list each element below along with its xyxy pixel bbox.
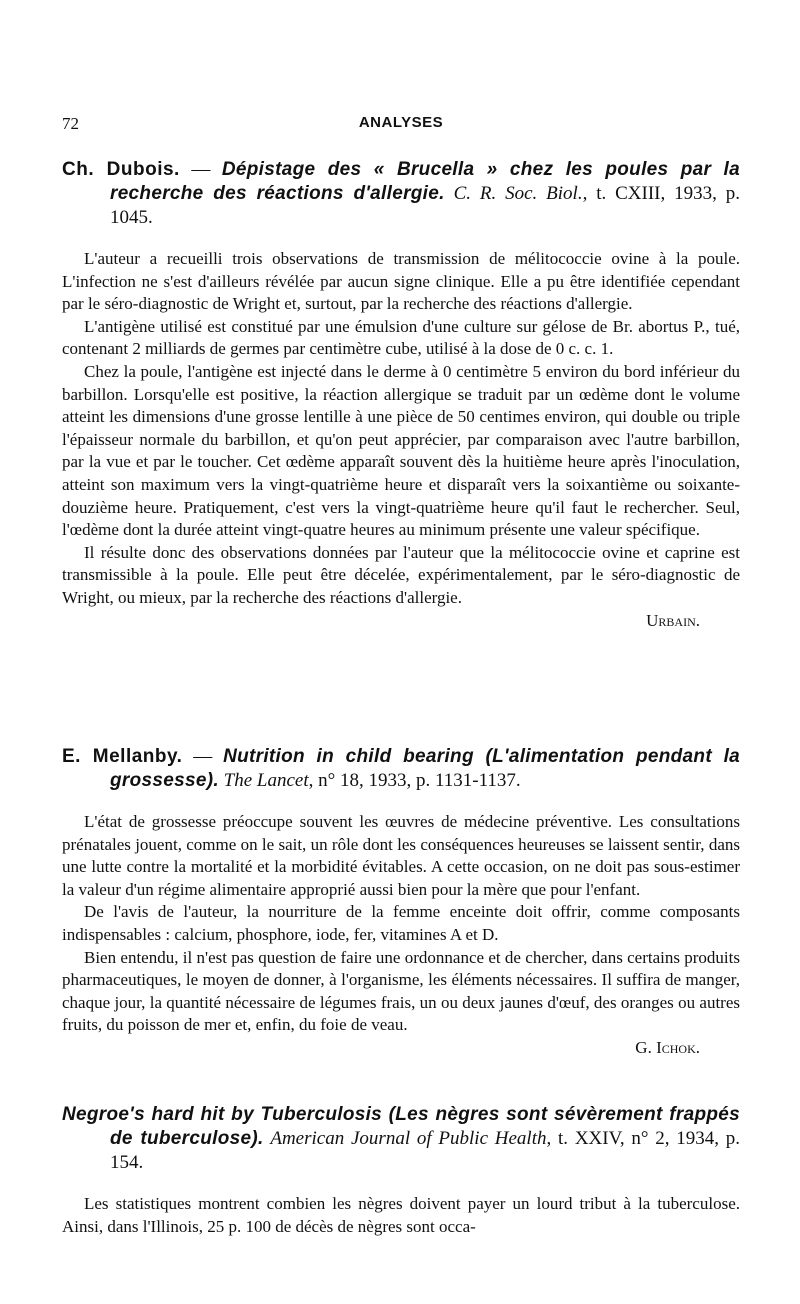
article-signature: G. Ichok. bbox=[635, 1037, 700, 1057]
article-citation: C. R. Soc. Biol. bbox=[453, 183, 583, 204]
article-heading: Ch. Dubois. — Dépistage des « Brucella » chez les poules par la recherche des réactions d'allergie. C. R. Soc. Biol., t. CXIII, 1933, p. 1045. bbox=[62, 159, 741, 228]
article-heading: E. Mellanby. — Nutrition in child bearing (L'alimentation pendant la grossesse). The Lancet, n° 18, 1933, p. 1131-1137. bbox=[62, 746, 741, 791]
article-signature: Urbain. bbox=[646, 610, 700, 630]
article-mellanby bbox=[62, 745, 740, 1060]
page-number: 72 bbox=[62, 114, 79, 133]
paragraph: Chez la poule, l'antigène est injecté dans le derme à 0 centimètre 5 environ du bord inférieur du barbillon. Lorsqu'elle est positive, la réaction allergique se traduit par un œdème dont le volume atteint les dimensions d'une grosse lentille à une pièce de 50 centimes environ, qui double ou triple l'épaisseur normale du barbillon, et qu'on peut apprécier, par comparaison avec l'autre barbillon, par la vue et par le toucher. Cet œdème apparaît souvent dès la huitième heure après l'inoculation, atteint son maximum vers la vingt-quatrième heure et disparaît vers la soixantième ou soixante-douzième heure. Pratiquement, c'est vers la vingt-quatrième heure qu'il faut le rechercher. Seul, l'œdème dont la durée atteint vingt-quatre heures au minimum présente une valeur spécifique. bbox=[62, 361, 740, 540]
article-author: E. Mellanby. bbox=[62, 746, 183, 767]
article-dubois bbox=[62, 158, 740, 632]
running-title: ANALYSES bbox=[358, 114, 444, 131]
paragraph: Il résulte donc des observations données par l'auteur que la mélitococcie ovine et caprine est transmissible à la poule. Elle peut être décelée, expérimentalement, par le séro-diagnostic de Wright, ou mieux, par la recherche des réactions d'allergie. bbox=[62, 542, 740, 607]
paragraph: Bien entendu, il n'est pas question de faire une ordonnance et de chercher, dans certains produits pharmaceutiques, le moyen de donner, à l'organisme, les éléments nécessaires. Il suffira de manger, chaque jour, la quantité nécessaire de légumes frais, un ou deux jaunes d'œuf, des oranges ou autres fruits, du poisson de mer et, enfin, du foie de veau. bbox=[62, 947, 740, 1035]
article-reference: , n° 18, 1933, p. 1131-1137. bbox=[308, 770, 521, 791]
article-body bbox=[62, 1193, 740, 1238]
article-author: Ch. Dubois. bbox=[62, 159, 180, 180]
article-body bbox=[62, 811, 740, 1060]
running-header bbox=[62, 114, 740, 138]
paragraph: Les statistiques montrent combien les nègres doivent payer un lourd tribut à la tuberculose. Ainsi, dans l'Illinois, 25 p. 100 de décès de nègres sont occa- bbox=[62, 1194, 740, 1236]
article-title: Negroe's hard hit by Tuberculosis (Les nègres sont sévèrement frappés de tuberculose). bbox=[62, 1104, 740, 1149]
article-reference: , t. CXIII, 1933, p. 1045. bbox=[110, 183, 740, 228]
article-reference: , t. XXIV, n° 2, 1934, p. 154. bbox=[110, 1128, 741, 1173]
article-citation: The Lancet bbox=[223, 770, 309, 791]
article-title: Dépistage des « Brucella » chez les poules par la recherche des réactions d'allergie. bbox=[110, 159, 741, 204]
article-title: Nutrition in child bearing (L'alimentation pendant la grossesse). bbox=[110, 746, 741, 791]
article-citation: American Journal of Public Health bbox=[270, 1128, 547, 1149]
paragraph: De l'avis de l'auteur, la nourriture de la femme enceinte doit offrir, comme composants indispensables : calcium, phosphore, iode, fer, vitamines A et D. bbox=[62, 902, 740, 944]
article-negroes-tuberculosis bbox=[62, 1103, 740, 1238]
article-heading bbox=[62, 1103, 740, 1175]
paragraph: L'antigène utilisé est constitué par une émulsion d'une culture sur gélose de Br. abortus P., tué, contenant 2 milliards de germes par centimètre cube, utilisé à la dose de 0 c. c. 1. bbox=[62, 316, 740, 359]
article-body bbox=[62, 248, 740, 632]
paragraph: L'état de grossesse préoccupe souvent les œuvres de médecine préventive. Les consultations prénatales jouent, comme on le sait, un rôle dont les conséquences heureuses se laissent sentir, dans une lutte contre la mortalité et la morbidité évitables. A cette occasion, on ne doit pas sous-estimer la valeur d'un régime alimentaire approprié aussi bien pour la mère que pour l'enfant. bbox=[62, 812, 740, 899]
paragraph: L'auteur a recueilli trois observations de transmission de mélitococcie ovine à la poule. L'infection ne s'est d'ailleurs révélée par aucun signe clinique. Elle a pu être identifiée cependant par le séro-diagnostic de Wright et, surtout, par la recherche des réactions d'allergie. bbox=[62, 249, 740, 314]
